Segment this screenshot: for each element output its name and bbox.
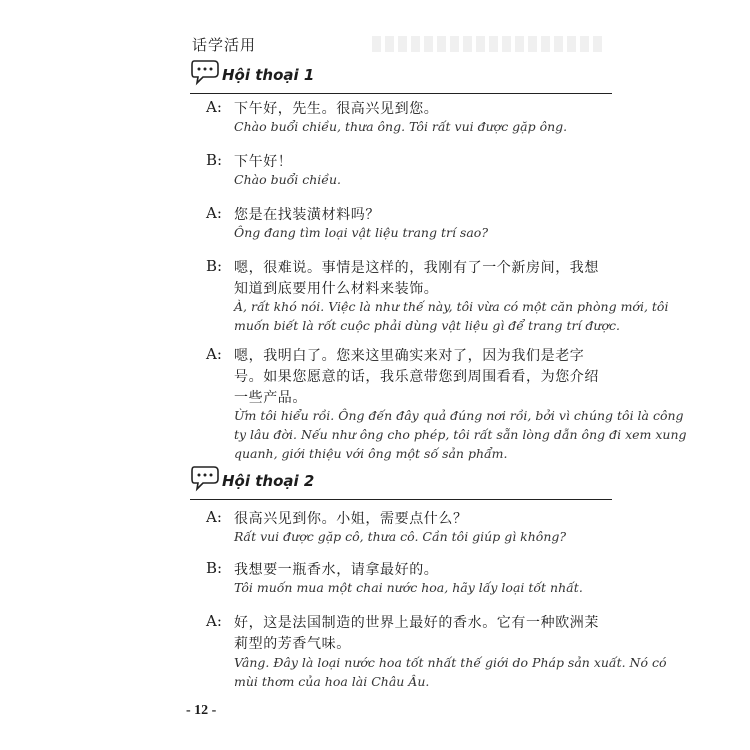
chinese-line: 号。如果您愿意的话，我乐意带您到周围看看，为您介绍 bbox=[234, 369, 599, 385]
chinese-line: 嗯，我明白了。您来这里确实来对了，因为我们是老字 bbox=[234, 348, 585, 364]
vietnamese-line: mùi thơm của hoa lài Châu Âu. bbox=[234, 674, 430, 689]
speaker-label: A: bbox=[206, 612, 222, 630]
section-heading-1 bbox=[190, 58, 612, 94]
vietnamese-line: Chào buổi chiều, thưa ông. Tôi rất vui được gặp ông. bbox=[234, 119, 568, 134]
vietnamese-line: ty lâu đời. Nếu như ông cho phép, tôi rất sẵn lòng dẫn ông đi xem xung bbox=[234, 427, 687, 442]
section-title: Hội thoại 1 bbox=[222, 66, 315, 84]
chinese-line: 很高兴见到你。小姐，需要点什么？ bbox=[234, 511, 468, 527]
chinese-line: 下午好！ bbox=[234, 154, 293, 170]
chinese-line: 您是在找装潢材料吗？ bbox=[234, 207, 380, 223]
chinese-line: 我想要一瓶香水，请拿最好的。 bbox=[234, 562, 439, 578]
section-divider bbox=[190, 499, 612, 500]
show-through-text bbox=[372, 36, 602, 52]
section-heading-2 bbox=[190, 464, 612, 500]
vietnamese-line: Tôi muốn mua một chai nước hoa, hãy lấy loại tốt nhất. bbox=[234, 580, 583, 595]
page-header-title: 话学活用 bbox=[192, 36, 257, 54]
chinese-line: 知道到底要用什么材料来装饰。 bbox=[234, 281, 439, 297]
speaker-label: A: bbox=[206, 98, 222, 116]
speech-bubble-icon bbox=[190, 58, 220, 86]
vietnamese-line: Rất vui được gặp cô, thưa cô. Cần tôi giúp gì không? bbox=[234, 529, 567, 544]
vietnamese-line: Ông đang tìm loại vật liệu trang trí sao? bbox=[234, 225, 489, 240]
speech-bubble-icon bbox=[190, 464, 220, 492]
chinese-line: 一些产品。 bbox=[234, 390, 307, 406]
speaker-label: B: bbox=[206, 257, 223, 275]
chinese-line: 好，这是法国制造的世界上最好的香水。它有一种欧洲茉 bbox=[234, 615, 599, 631]
chinese-line: 莉型的芳香气味。 bbox=[234, 636, 351, 652]
speaker-label: A: bbox=[206, 204, 222, 222]
vietnamese-line: Chào buổi chiều. bbox=[234, 172, 342, 187]
speaker-label: A: bbox=[206, 508, 222, 526]
vietnamese-line: Vâng. Đây là loại nước hoa tốt nhất thế giới do Pháp sản xuất. Nó có bbox=[234, 655, 667, 670]
vietnamese-line: muốn biết là rốt cuộc phải dùng vật liệu gì để trang trí được. bbox=[234, 318, 620, 333]
page-number: - 12 - bbox=[186, 703, 217, 718]
chinese-line: 下午好，先生。很高兴见到您。 bbox=[234, 101, 439, 117]
speaker-label: A: bbox=[206, 345, 222, 363]
speaker-label: B: bbox=[206, 559, 223, 577]
vietnamese-line: À, rất khó nói. Việc là như thế này, tôi vừa có một căn phòng mới, tôi bbox=[234, 299, 669, 314]
speaker-label: B: bbox=[206, 151, 223, 169]
section-divider bbox=[190, 93, 612, 94]
vietnamese-line: quanh, giới thiệu với ông một số sản phẩm. bbox=[234, 446, 508, 461]
chinese-line: 嗯，很难说。事情是这样的，我刚有了一个新房间，我想 bbox=[234, 260, 599, 276]
vietnamese-line: Ừm tôi hiểu rồi. Ông đến đây quả đúng nơi rồi, bởi vì chúng tôi là công bbox=[234, 408, 684, 423]
section-title: Hội thoại 2 bbox=[222, 472, 315, 490]
